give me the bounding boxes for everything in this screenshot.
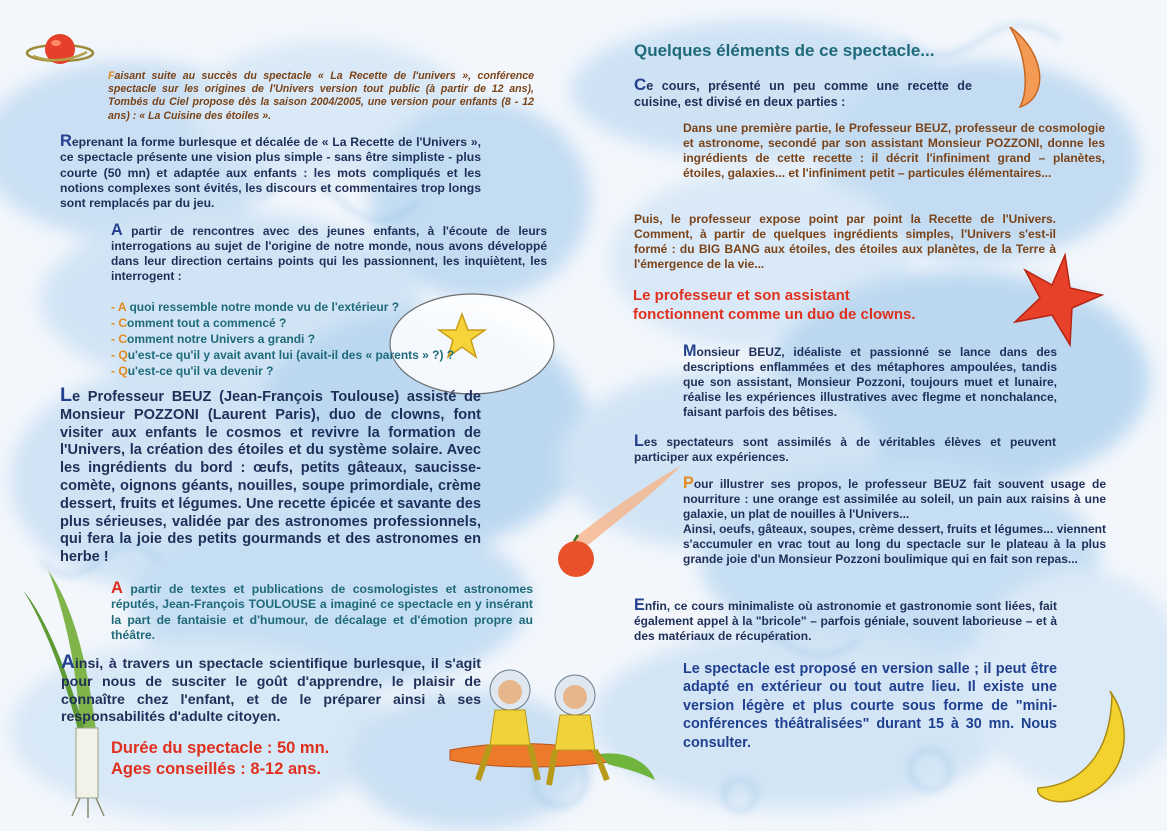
paragraph-monsieur-beuz: [683, 343, 1057, 420]
r4-dropcap: M: [683, 342, 697, 360]
r4-text: onsieur BEUZ, idéaliste et passionné se lance dans des descriptions enflammées et des métaphores ampoulées, tandis que son assistant, Monsieur Pozzoni, toujours muet et lunaire, réalise les expériences illustratives avec flegme et nonchalance, faisant parfois des bêtises.: [683, 345, 1057, 419]
p1-dropcap: R: [60, 132, 72, 150]
p4-text: partir de textes et publications de cosmologistes et astronomes réputés, Jean-François TOULOUSE a imaginé ce spectacle en y insérant la part de fantaisie et d'humour, de décalage et d'émotion propre au théâtre.: [111, 582, 533, 642]
duo-line-1: Le professeur et son assistant: [633, 287, 850, 304]
question-item: - Comment notre Univers a grandi ?: [111, 332, 316, 347]
p5-text: insi, à travers un spectacle scientifique burlesque, il s'agit pour nous de susciter le goût d'apprendre, le plaisir de connaître chez l'enfant, et de le préparer ainsi à ses responsabilités d'adulte citoyen.: [61, 656, 481, 726]
p1-text: eprenant la forme burlesque et décalée de « La Recette de l'Univers », ce spectacle présente une vision plus simple - sans être simpliste - plus courte (50 mn) et adaptée aux enfants : les mots compliqués et les notions complexes sont évités, les discours et commentaires trop longs sont remplacés par du jeu.: [60, 135, 481, 210]
r5-dropcap: L: [634, 432, 644, 450]
paragraph-ce-cours: [634, 76, 972, 110]
comet-orange-icon: [552, 455, 692, 580]
right-heading: Quelques éléments de ce spectacle...: [634, 41, 935, 60]
paragraph-spectateurs: [634, 433, 1056, 465]
crescent-moon-icon: [990, 22, 1060, 112]
r6b-text: Ainsi, oeufs, gâteaux, soupes, crème dessert, fruits et légumes... viennent s'accumuler en vrac tout au long du spectacle sur le plateau à la plus grande joie d'un Monsieur Pozzoni boulimique qui en fait son repas...: [683, 522, 1106, 566]
p3-dropcap: L: [60, 384, 73, 406]
planet-icon: [25, 28, 95, 74]
r1-text: e cours, présenté un peu comme une recette de cuisine, est divisé en deux parties :: [634, 79, 972, 109]
paragraph-rencontres: [111, 222, 547, 284]
paragraph-puis: Puis, le professeur expose point par point la Recette de l'Univers. Comment, à partir de quelques ingrédients simples, l'Univers s'est-il formé : du BIG BANG aux étoiles, des étoiles aux planètes, de la Terre à l'émergence de la vie...: [634, 212, 1056, 271]
duo-heading: [633, 287, 963, 325]
p4-dropcap: A: [111, 579, 123, 597]
p2-text: partir de rencontres avec des jeunes enfants, à l'écoute de leurs interrogations au sujet de l'origine de notre monde, nous avons développé dans leur direction certains points qui les passionnent, les inquiètent, les interrogent :: [111, 224, 547, 283]
p3-text: e Professeur BEUZ (Jean-François Toulouse) assisté de Monsieur POZZONI (Laurent Paris), duo de clowns, font visiter aux enfants le cosmos et revivre la formation de l'Univers, la création des étoiles et du système solaire. Avec les ingrédients du bord : œufs, petits gâteaux, saucisse-comète, oignons géants, nouilles, soupe primordiale, crème dessert, fruits et légumes. Une recette épicée et savante des plus sérieuses, validée par des astronomes professionnels, qui fera la joie des petits gourmands et des astronomes en herbe !: [60, 389, 481, 566]
paragraph-textes-publications: [111, 580, 533, 643]
paragraph-premiere-partie: Dans une première partie, le Professeur BEUZ, professeur de cosmologie et astronome, secondé par son assistant Monsieur POZZONI, donne les ingrédients de cette recette : il décrit l'infiniment grand – planètes, étoiles, galaxies... et l'infiniment petit – particules élémentaires...: [683, 121, 1105, 180]
question-item: - Qu'est-ce qu'il va devenir ?: [111, 364, 274, 379]
duration-text: Durée du spectacle : 50 mn.: [111, 739, 330, 757]
r5-text: es spectateurs sont assimilés à de véritables élèves et peuvent participer aux expériences.: [634, 435, 1056, 464]
intro-paragraph: [108, 70, 534, 123]
r6-dropcap: P: [683, 474, 694, 492]
r1-dropcap: C: [634, 75, 647, 94]
paragraph-ainsi: [61, 653, 481, 727]
intro-text: aisant suite au succès du spectacle « La Recette de l'univers », conférence spectacle sur les origines de l'Univers version tout public (à partir de 12 ans), Tombés du Ciel propose dès la saison 2004/2005, une version pour enfants (8 - 12 ans) : « La Cuisine des étoiles ».: [108, 70, 534, 122]
question-item: - A quoi ressemble notre monde vu de l'extérieur ?: [111, 300, 400, 314]
r7-dropcap: E: [634, 596, 645, 614]
paragraph-nourriture: [683, 475, 1106, 567]
p5-dropcap: A: [61, 652, 75, 673]
paragraph-version-salle: Le spectacle est proposé en version salle ; il peut être adapté en extérieur ou tout autre lieu. Il existe une version légère et plus courte sous forme de "mini-conférences théâtralisées" durant 15 à 30 mn. Nous consulter.: [683, 661, 1057, 751]
paragraph-professeur-beuz: [60, 386, 481, 567]
r7-text: nfin, ce cours minimaliste où astronomie et gastronomie sont liées, fait également appel à la "bricole" – parfois géniale, souvent laborieuse – et à des matériaux de récupération.: [634, 599, 1057, 643]
duration-ages: [111, 738, 471, 781]
r6-text: our illustrer ses propos, le professeur BEUZ fait souvent usage de nourriture : une orange est assimilée au soleil, un pain aux raisins à une galaxie, un plat de nouilles à l'Univers...: [683, 477, 1106, 521]
paragraph-enfin: [634, 597, 1057, 644]
question-item: - Qu'est-ce qu'il y avait avant lui (avait-il des « parents » ?) ?: [111, 348, 455, 363]
duo-line-2: fonctionnent comme un duo de clowns.: [633, 305, 916, 323]
p2-dropcap: A: [111, 221, 123, 239]
paragraph-forme-burlesque: [60, 133, 481, 211]
questions-list: [111, 300, 531, 380]
question-item: - Comment tout a commencé ?: [111, 316, 287, 331]
intro-dropcap: F: [108, 70, 115, 82]
ages-text: Ages conseillés : 8-12 ans.: [111, 760, 322, 779]
